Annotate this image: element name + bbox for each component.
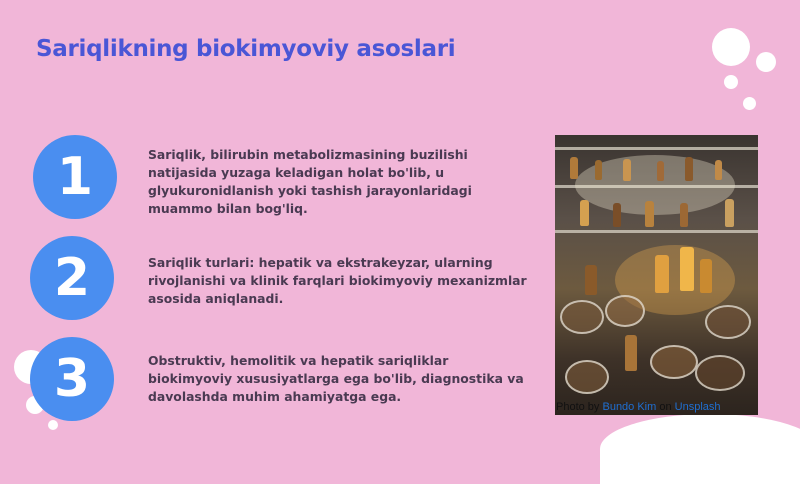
photo-shelf xyxy=(555,147,758,150)
photo-jar xyxy=(705,305,751,339)
decorative-bubble xyxy=(48,420,58,430)
number-badge-1: 1 xyxy=(33,135,117,219)
photo-bottle xyxy=(655,255,669,293)
photo-bottle xyxy=(700,259,712,293)
item-text-2: Sariqlik turlari: hepatik va ekstrakeyzar, ularning rivojlanishi va klinik farqlari biokimyoviy mexanizmlar asosida aniqlanadi. xyxy=(148,255,527,306)
decorative-bubble xyxy=(712,28,750,66)
number-badge-2: 2 xyxy=(30,236,114,320)
item-text-1: Sariqlik, bilirubin metabolizmasining buzilishi natijasida yuzaga keladigan holat bo'lib, u glyukuronidlanish yoki tashish jarayonlaridagi muammo bilan bog'liq. xyxy=(148,147,472,216)
item-text-3: Obstruktiv, hemolitik va hepatik sariqliklar biokimyoviy xususiyatlarga ega bo'lib, diagnostika va davolashda muhim ahamiyatga ega. xyxy=(148,353,524,404)
photo-jar xyxy=(605,295,645,327)
photo-source-link[interactable]: Unsplash xyxy=(674,401,721,413)
photo-bottle xyxy=(625,335,637,371)
photo-jar xyxy=(695,355,745,391)
photo-author-link[interactable]: Bundo Kim xyxy=(602,401,657,413)
photo-shelf xyxy=(555,230,758,233)
photo-bottle xyxy=(580,200,589,226)
lab-bottles-photo xyxy=(555,135,758,415)
photo-bottle xyxy=(645,201,654,227)
photo-bottle xyxy=(715,160,722,180)
photo-bottle xyxy=(595,160,602,180)
photo-bottle xyxy=(680,203,688,227)
photo-credit-prefix: Photo by xyxy=(556,401,603,413)
photo-credit xyxy=(556,401,756,413)
photo-bottle xyxy=(585,265,597,295)
photo-bottle xyxy=(570,157,578,179)
photo-jar xyxy=(650,345,698,379)
photo-bottle xyxy=(623,159,631,181)
decorative-bubble xyxy=(743,97,756,110)
decorative-cloud xyxy=(600,414,800,484)
photo-jar xyxy=(560,300,604,334)
photo-credit-middle: on xyxy=(656,401,675,413)
photo-bottle xyxy=(657,161,664,181)
number-badge-3: 3 xyxy=(30,337,114,421)
decorative-bubble xyxy=(756,52,776,72)
photo-jar xyxy=(565,360,609,394)
photo-bottle xyxy=(680,247,694,291)
slide-title: Sariqlikning biokimyoviy asoslari xyxy=(36,36,456,62)
photo-bottle xyxy=(685,157,693,181)
decorative-bubble xyxy=(724,75,738,89)
photo-bottle xyxy=(613,203,621,227)
photo-bottle xyxy=(725,199,734,227)
